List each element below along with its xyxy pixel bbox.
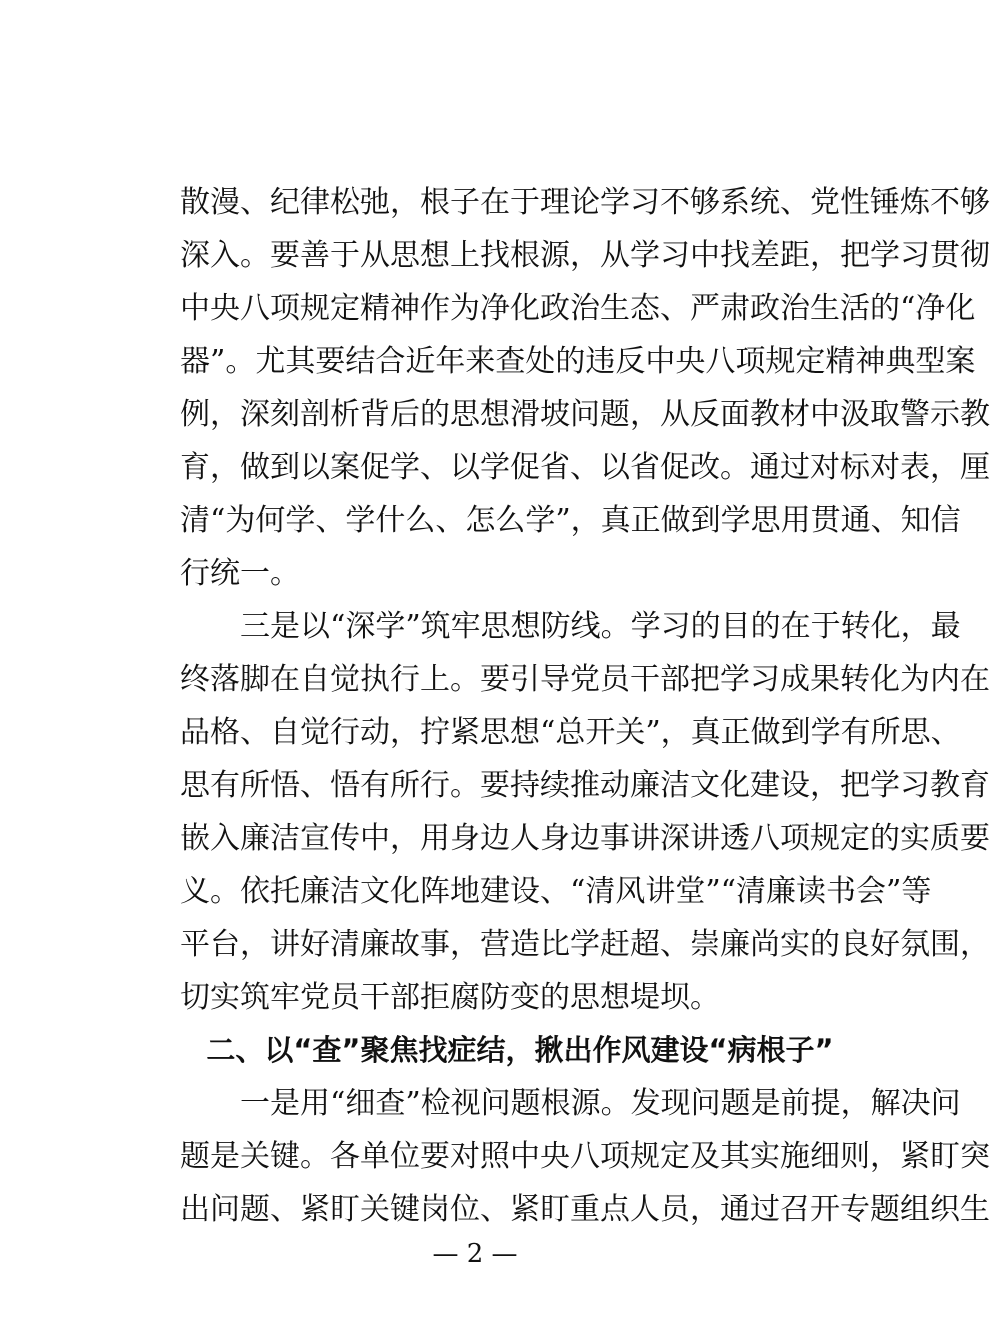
text-line: 散漫、纪律松弛，根子在于理论学习不够系统、党性锤炼不够 — [180, 185, 990, 220]
text-line: 清“为何学、学什么、怎么学”，真正做到学思用贯通、知信 — [180, 503, 961, 538]
text-line: 终落脚在自觉执行上。要引导党员干部把学习成果转化为内在 — [180, 662, 990, 697]
text-line: 育，做到以案促学、以学促省、以省促改。通过对标对表，厘 — [180, 450, 990, 485]
text-line: 深入。要善于从思想上找根源，从学习中找差距，把学习贯彻 — [180, 238, 990, 273]
paragraph-first-line: 一是用“细查”检视问题根源。发现问题是前提，解决问 — [240, 1086, 961, 1121]
page-number: — 2 — — [432, 1239, 518, 1269]
text-line: 切实筑牢党员干部拒腐防变的思想堤坝。 — [180, 980, 720, 1015]
text-line: 器”。尤其要结合近年来查处的违反中央八项规定精神典型案 — [180, 344, 976, 379]
text-line: 品格、自觉行动，拧紧思想“总开关”，真正做到学有所思、 — [180, 715, 961, 750]
text-line: 中央八项规定精神作为净化政治生态、严肃政治生活的“净化 — [180, 291, 976, 326]
text-line: 出问题、紧盯关键岗位、紧盯重点人员，通过召开专题组织生 — [180, 1192, 990, 1227]
paragraph-first-line-text: 三是以“深学”筑牢思想防线。学习的目的在于转化，最 — [240, 609, 961, 644]
text-line: 嵌入廉洁宣传中，用身边人身边事讲深讲透八项规定的实质要 — [180, 821, 990, 856]
text-line: 题是关键。各单位要对照中央八项规定及其实施细则，紧盯突 — [180, 1139, 990, 1174]
text-line: 平台，讲好清廉故事，营造比学赶超、崇廉尚实的良好氛围， — [180, 927, 990, 962]
text-line: 思有所悟、悟有所行。要持续推动廉洁文化建设，把学习教育 — [180, 768, 990, 803]
text-line: 例，深刻剖析背后的思想滑坡问题，从反面教材中汲取警示教 — [180, 397, 990, 432]
document-body — [180, 176, 990, 1236]
section-heading: 二、以“查”聚焦找症结，揪出作风建设“病根子” — [206, 1033, 834, 1067]
text-line: 义。依托廉洁文化阵地建设、“清风讲堂”“清廉读书会”等 — [180, 874, 932, 909]
text-line: 行统一。 — [180, 556, 300, 591]
paragraph-first-line — [240, 600, 961, 653]
